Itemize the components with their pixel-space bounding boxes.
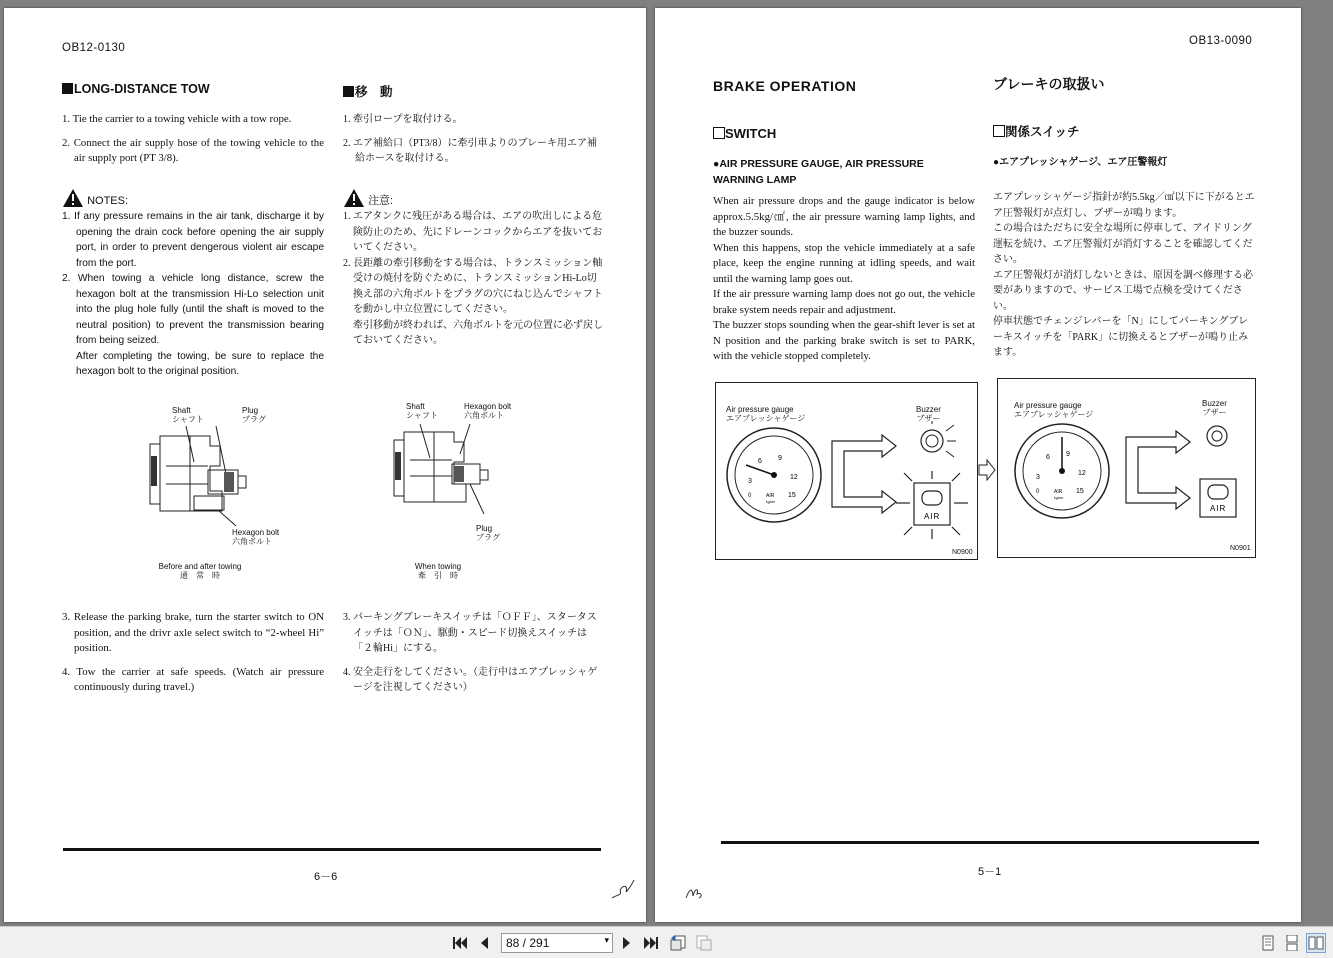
- section-heading-jp: 移 動: [343, 82, 393, 100]
- gauge-tick: 12: [790, 474, 798, 481]
- figure-code: N0901: [1230, 545, 1251, 552]
- next-page-button[interactable]: [617, 933, 637, 953]
- buzzer-label: Buzzer ブザー: [1202, 399, 1227, 417]
- handwritten-mark-icon: [683, 882, 707, 902]
- warning-diagram-active: [715, 382, 978, 560]
- warning-icon: [343, 188, 365, 208]
- warning-lamp-lit-icon: [892, 471, 972, 541]
- gauge-tick: 6: [758, 458, 762, 465]
- gauge-tick: AIR: [766, 493, 775, 499]
- item-heading-jp: ●エアプレッシャゲージ、エア圧警報灯: [993, 157, 1168, 168]
- warning-lamp-off-icon: [1198, 477, 1240, 521]
- single-page-icon: [1261, 935, 1275, 951]
- continuous-view-button[interactable]: [1282, 933, 1302, 953]
- list-item: 4. 安全走行をしてください。（走行中はエアプレッシャゲージを注視してください）: [343, 666, 598, 693]
- paragraph-en: When air pressure drops and the gauge indicator is below approx.5.5kg/㎠, the air pressure warning lamp lights, and the buzzer sounds. When this happens, stop the vehicle immediately at a safe place, keep the engine running at idling speeds, and wait until the warning lamp goes out. If the air pressure warning lamp does not go out, the vehicle brake system needs repair and adjustment. The buzzer stops sounding when the gear-shift lever is set at N position and the parking brake switch is set to PARK, with the vehicle stopped completely.: [713, 195, 975, 362]
- list-item: 1. Tie the carrier to a towing vehicle with a tow rope.: [62, 113, 292, 125]
- figure-when-towing: [388, 402, 558, 552]
- air-pressure-gauge-icon: [724, 425, 824, 525]
- subsection-heading-en: SWITCH: [713, 126, 776, 141]
- left-page: [4, 8, 646, 922]
- forward-view-icon: [695, 934, 713, 952]
- warning-icon: [62, 188, 84, 208]
- label-plug: Plug プラグ: [476, 524, 500, 542]
- gauge-tick: kg/cm: [766, 500, 776, 504]
- handwritten-mark-icon: [610, 876, 636, 902]
- notes-jp: [343, 209, 605, 349]
- figure-caption: When towing 牽 引 時: [414, 562, 462, 580]
- page-number-select[interactable]: [501, 933, 613, 953]
- list-item: 2. Connect the air supply hose of the towing vehicle to the air supply port (PT 3/8).: [62, 136, 324, 164]
- gauge-tick: 15: [788, 492, 796, 499]
- list-item: After completing the towing, be sure to replace the hexagon bolt to the original position.: [76, 350, 324, 377]
- next-view-button[interactable]: [694, 933, 714, 953]
- first-page-icon: [452, 936, 468, 950]
- back-view-icon: [669, 934, 687, 952]
- label-shaft: Shaft シャフト: [406, 402, 438, 420]
- last-page-icon: [643, 936, 659, 950]
- figure-caption: Before and after towing 通 常 時: [158, 562, 242, 580]
- split-arrow-icon: [1124, 427, 1196, 513]
- figure-before-towing: [144, 406, 314, 556]
- document-code: OB12-0130: [62, 42, 126, 54]
- item-heading-en: ●AIR PRESSURE GAUGE, AIR PRESSURE WARNING LAMP: [713, 158, 924, 186]
- page-number: 6－6: [314, 871, 338, 883]
- steps-en-2: [62, 610, 324, 696]
- right-page: [655, 8, 1301, 922]
- lamp-text: AIR: [1210, 504, 1227, 513]
- list-item: 4. Tow the carrier at safe speeds. (Watch air pressure continuously during travel.): [62, 665, 324, 693]
- gauge-tick: 3: [1036, 474, 1040, 481]
- steps-jp-2: [343, 610, 605, 696]
- figure-code: N0900: [952, 549, 973, 556]
- notes-label-jp: 注意:: [343, 188, 393, 208]
- footer-rule: [63, 848, 601, 851]
- label-plug: Plug プラグ: [242, 406, 266, 424]
- gauge-tick: 0: [748, 493, 752, 499]
- facing-view-button[interactable]: [1306, 933, 1326, 953]
- air-pressure-gauge-icon: [1012, 421, 1112, 521]
- gauge-tick: 6: [1046, 454, 1050, 461]
- subsection-heading-jp: 関係スイッチ: [993, 122, 1080, 140]
- gauge-label: Air pressure gauge エアプレッシャゲージ: [1014, 401, 1094, 419]
- filled-square-icon: [62, 83, 73, 94]
- viewer-toolbar: [0, 926, 1333, 958]
- buzzer-label: Buzzer ブザー: [916, 405, 941, 423]
- lamp-text: AIR: [924, 512, 941, 521]
- transmission-drawing: [146, 426, 256, 526]
- paragraph-jp: エアプレッシャゲージ指針が約5.5kg／㎠以下に下がるとエア圧警報灯が点灯し、ブザーが鳴ります。 この場合はただちに安全な場所に停車して、アイドリング運転を続け、エア圧警報灯が消灯することを確認してください。 エア圧警報灯が消灯しないときは、原因を調べ修理する必要がありますので、サービス工場で点検を受けてください。 停車状態でチェンジレバーを「N」にしてパーキングブレーキスイッチを「PARK」に切換えるとブザーが鳴り止みます。: [993, 192, 1255, 358]
- document-code: OB13-0090: [1189, 35, 1253, 47]
- filled-square-icon: [343, 86, 354, 97]
- page-number-value: 88 / 291: [506, 936, 550, 950]
- list-item: 1. 牽引ロープを取付ける。: [343, 114, 463, 125]
- single-page-view-button[interactable]: [1258, 933, 1278, 953]
- warning-diagram-normal: [997, 378, 1256, 558]
- gauge-tick: kg/cm: [1054, 496, 1064, 500]
- prev-page-button[interactable]: [474, 933, 494, 953]
- list-item: 2. エア補給口（PT3/8）に牽引車よりのブレーキ用エア補給ホースを取付ける。: [343, 137, 598, 164]
- gauge-tick: 3: [748, 478, 752, 485]
- list-item: 3. パーキングブレーキスイッチは「ＯＦＦ」、スタータスイッチは「ＯＮ」、駆動・スピード切換えスイッチは「２輪Hi」にする。: [343, 612, 597, 654]
- label-hexagon-bolt: Hexagon bolt 六角ボルト: [232, 528, 280, 546]
- gauge-tick: 9: [1066, 451, 1070, 458]
- prev-page-icon: [478, 936, 490, 950]
- list-item: 牽引移動が終われば、六角ボルトを元の位置に必ず戻しておいてください。: [353, 319, 603, 346]
- first-page-button[interactable]: [450, 933, 470, 953]
- list-item: 3. Release the parking brake, turn the starter switch to ON position, and the drivr axle select switch to “2-wheel Hi” position.: [62, 611, 324, 654]
- empty-square-icon: [713, 127, 725, 139]
- gauge-tick: 9: [778, 455, 782, 462]
- transmission-drawing: [390, 424, 500, 514]
- buzzer-icon: [1204, 423, 1230, 449]
- list-item: 2. 長距離の牽引移動をする場合は、トランスミッション軸受けの焼付を防ぐために、トランスミッションHi-Lo切換え部の六角ボルトをプラグの穴にねじ込んでシャフトを動かし中立位置にしてください。: [343, 257, 603, 315]
- gauge-tick: 15: [1076, 488, 1084, 495]
- steps-en-1: [62, 112, 324, 167]
- list-item: 1. If any pressure remains in the air tank, discharge it by opening the drain cock before opening the air supply port, in order to prevent dengerous violent air escape from the port.: [62, 211, 324, 269]
- section-heading-en: BRAKE OPERATION: [713, 78, 857, 94]
- section-heading-jp: ブレーキの取扱い: [993, 76, 1105, 92]
- page-number: 5－1: [978, 866, 1002, 878]
- chevron-down-icon: ▾: [604, 935, 609, 945]
- buzzer-sounding-icon: [912, 421, 958, 461]
- continuous-icon: [1285, 935, 1299, 951]
- gauge-tick: 12: [1078, 470, 1086, 477]
- right-arrow-icon: [977, 458, 997, 482]
- list-item: 1. エアタンクに残圧がある場合は、エアの吹出しによる危険防止のため、先にドレーンコックからエアを抜いておいてください。: [343, 211, 603, 253]
- gauge-tick: AIR: [1054, 489, 1063, 495]
- steps-jp-1: [343, 112, 605, 167]
- notes-en: [62, 209, 324, 380]
- label-shaft: Shaft シャフト: [172, 406, 204, 424]
- section-heading-en: LONG-DISTANCE TOW: [62, 82, 210, 96]
- previous-view-button[interactable]: [668, 933, 688, 953]
- last-page-button[interactable]: [641, 933, 661, 953]
- list-item: 2. When towing a vehicle long distance, screw the hexagon bolt at the transmission Hi-Lo selection unit into the plug hole fully (until the shaft is moved to the neutral position) to prevent the transmission bearing from being seized.: [62, 273, 324, 346]
- empty-square-icon: [993, 125, 1005, 137]
- footer-rule: [721, 841, 1259, 844]
- gauge-tick: 0: [1036, 489, 1040, 495]
- facing-icon: [1308, 935, 1324, 951]
- label-hexagon-bolt: Hexagon bolt 六角ボルト: [464, 402, 512, 420]
- notes-label-en: NOTES:: [62, 188, 128, 208]
- gauge-label: Air pressure gauge エアプレッシャゲージ: [726, 405, 806, 423]
- next-page-icon: [621, 936, 633, 950]
